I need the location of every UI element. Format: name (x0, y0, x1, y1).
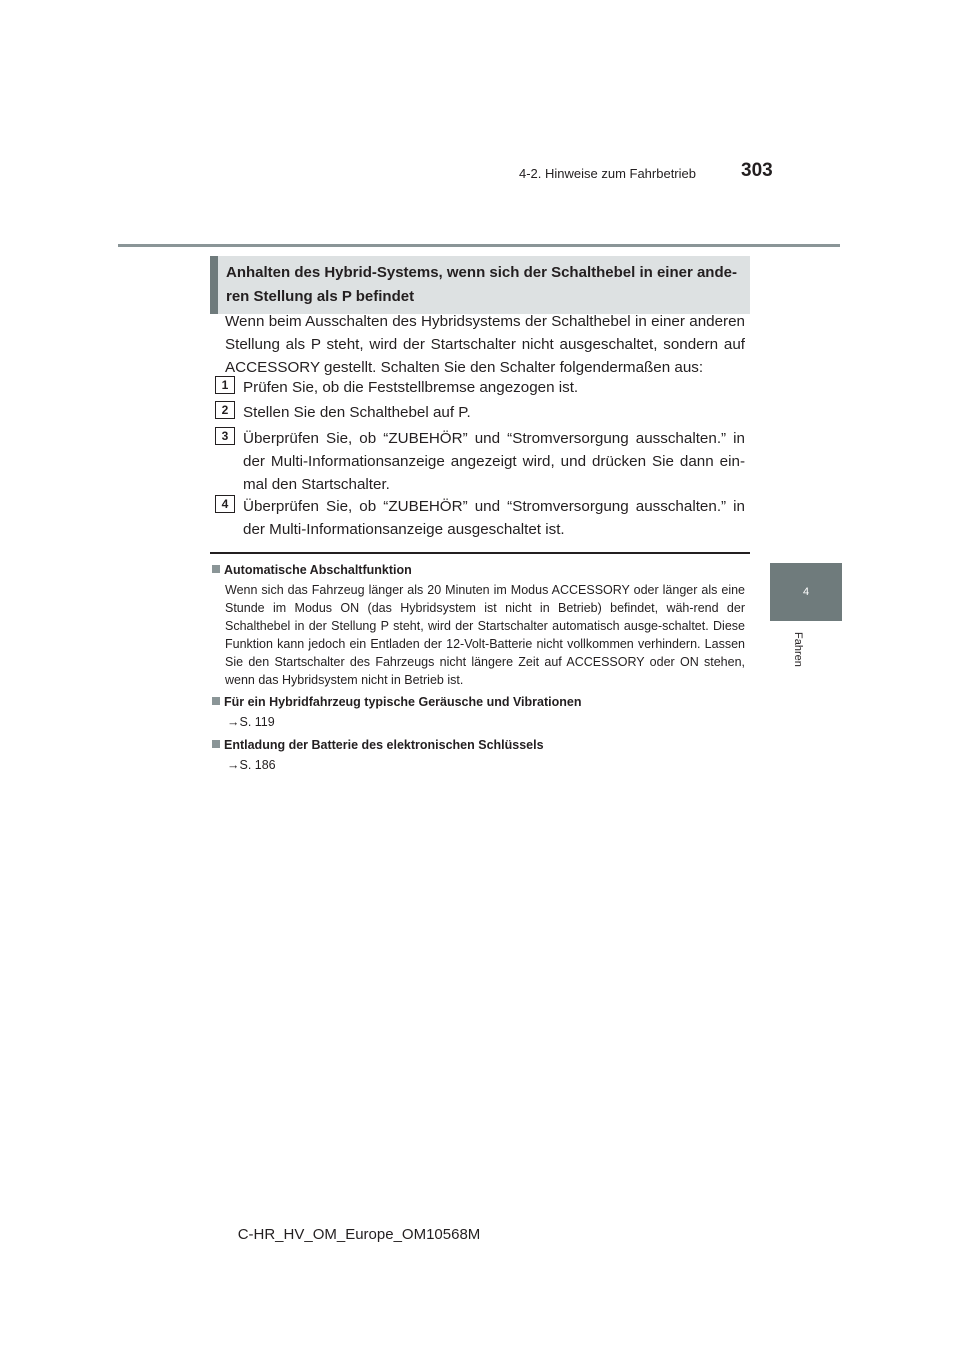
step-number-badge: 4 (215, 495, 235, 513)
page-reference-link[interactable]: →S. 119 (227, 715, 275, 729)
page-number: 303 (741, 160, 773, 181)
chapter-label: Fahren (792, 632, 804, 667)
step-text: Überprüfen Sie, ob “ZUBEHÖR” und “Stromversorgung ausschalten.” in der Multi-Informationsanzeige ausgeschaltet ist. (243, 498, 745, 538)
square-bullet-icon (212, 740, 220, 748)
note-title: Für ein Hybridfahrzeug typische Geräusche und Vibrationen (212, 695, 581, 709)
step-text: Prüfen Sie, ob die Feststellbremse angezogen ist. (243, 379, 579, 396)
step-text: Überprüfen Sie, ob “ZUBEHÖR” und “Stromversorgung ausschalten.” in der Multi-Informationsanzeige angezeigt wird, und drücken Sie dann ein-mal den Startschalter. (243, 430, 745, 493)
step-text: Stellen Sie den Schalthebel auf P. (243, 404, 471, 421)
section-heading: Anhalten des Hybrid-Systems, wenn sich der Schalthebel in einer ande-ren Stellung als P befindet (210, 256, 750, 314)
step-number-badge: 1 (215, 376, 235, 394)
square-bullet-icon (212, 565, 220, 573)
chapter-tab[interactable] (770, 563, 842, 621)
header-divider (118, 244, 840, 247)
note-body: Wenn sich das Fahrzeug länger als 20 Minuten im Modus ACCESSORY oder länger als eine Stunde im Modus ON (das Hybridsystem ist nicht in Betrieb) befindet, wäh-rend der Schalthebel in der Stellung P steht, wird der Startschalter automatisch ausge-schaltet. Diese Funktion kann jedoch ein Entladen der 12-Volt-Batterie nicht vollkommen verhindern. Lassen Sie den Startschalter des Fahrzeugs nicht längere Zeit auf ACCESSORY oder ON stehen, wenn das Hybridsystem nicht in Betrieb ist. (225, 583, 745, 687)
step-number-badge: 3 (215, 427, 235, 445)
header-section-title: 4-2. Hinweise zum Fahrbetrieb (518, 166, 696, 181)
notes-divider (210, 552, 750, 554)
footer-document-id: C-HR_HV_OM_Europe_OM10568M (237, 1226, 481, 1243)
page-reference-link[interactable]: →S. 186 (227, 758, 276, 772)
step-number-badge: 2 (215, 401, 235, 419)
note-title: Automatische Abschaltfunktion (212, 563, 412, 577)
note-title: Entladung der Batterie des elektronischen Schlüssels (212, 738, 544, 752)
intro-paragraph: Wenn beim Ausschalten des Hybridsystems der Schalthebel in einer anderen Stellung als P steht, wird der Startschalter nicht ausgeschaltet, sondern auf ACCESSORY gestellt. Schalten Sie den Schalter folgendermaßen aus: (225, 313, 745, 376)
square-bullet-icon (212, 697, 220, 705)
chapter-number: 4 (802, 586, 810, 598)
